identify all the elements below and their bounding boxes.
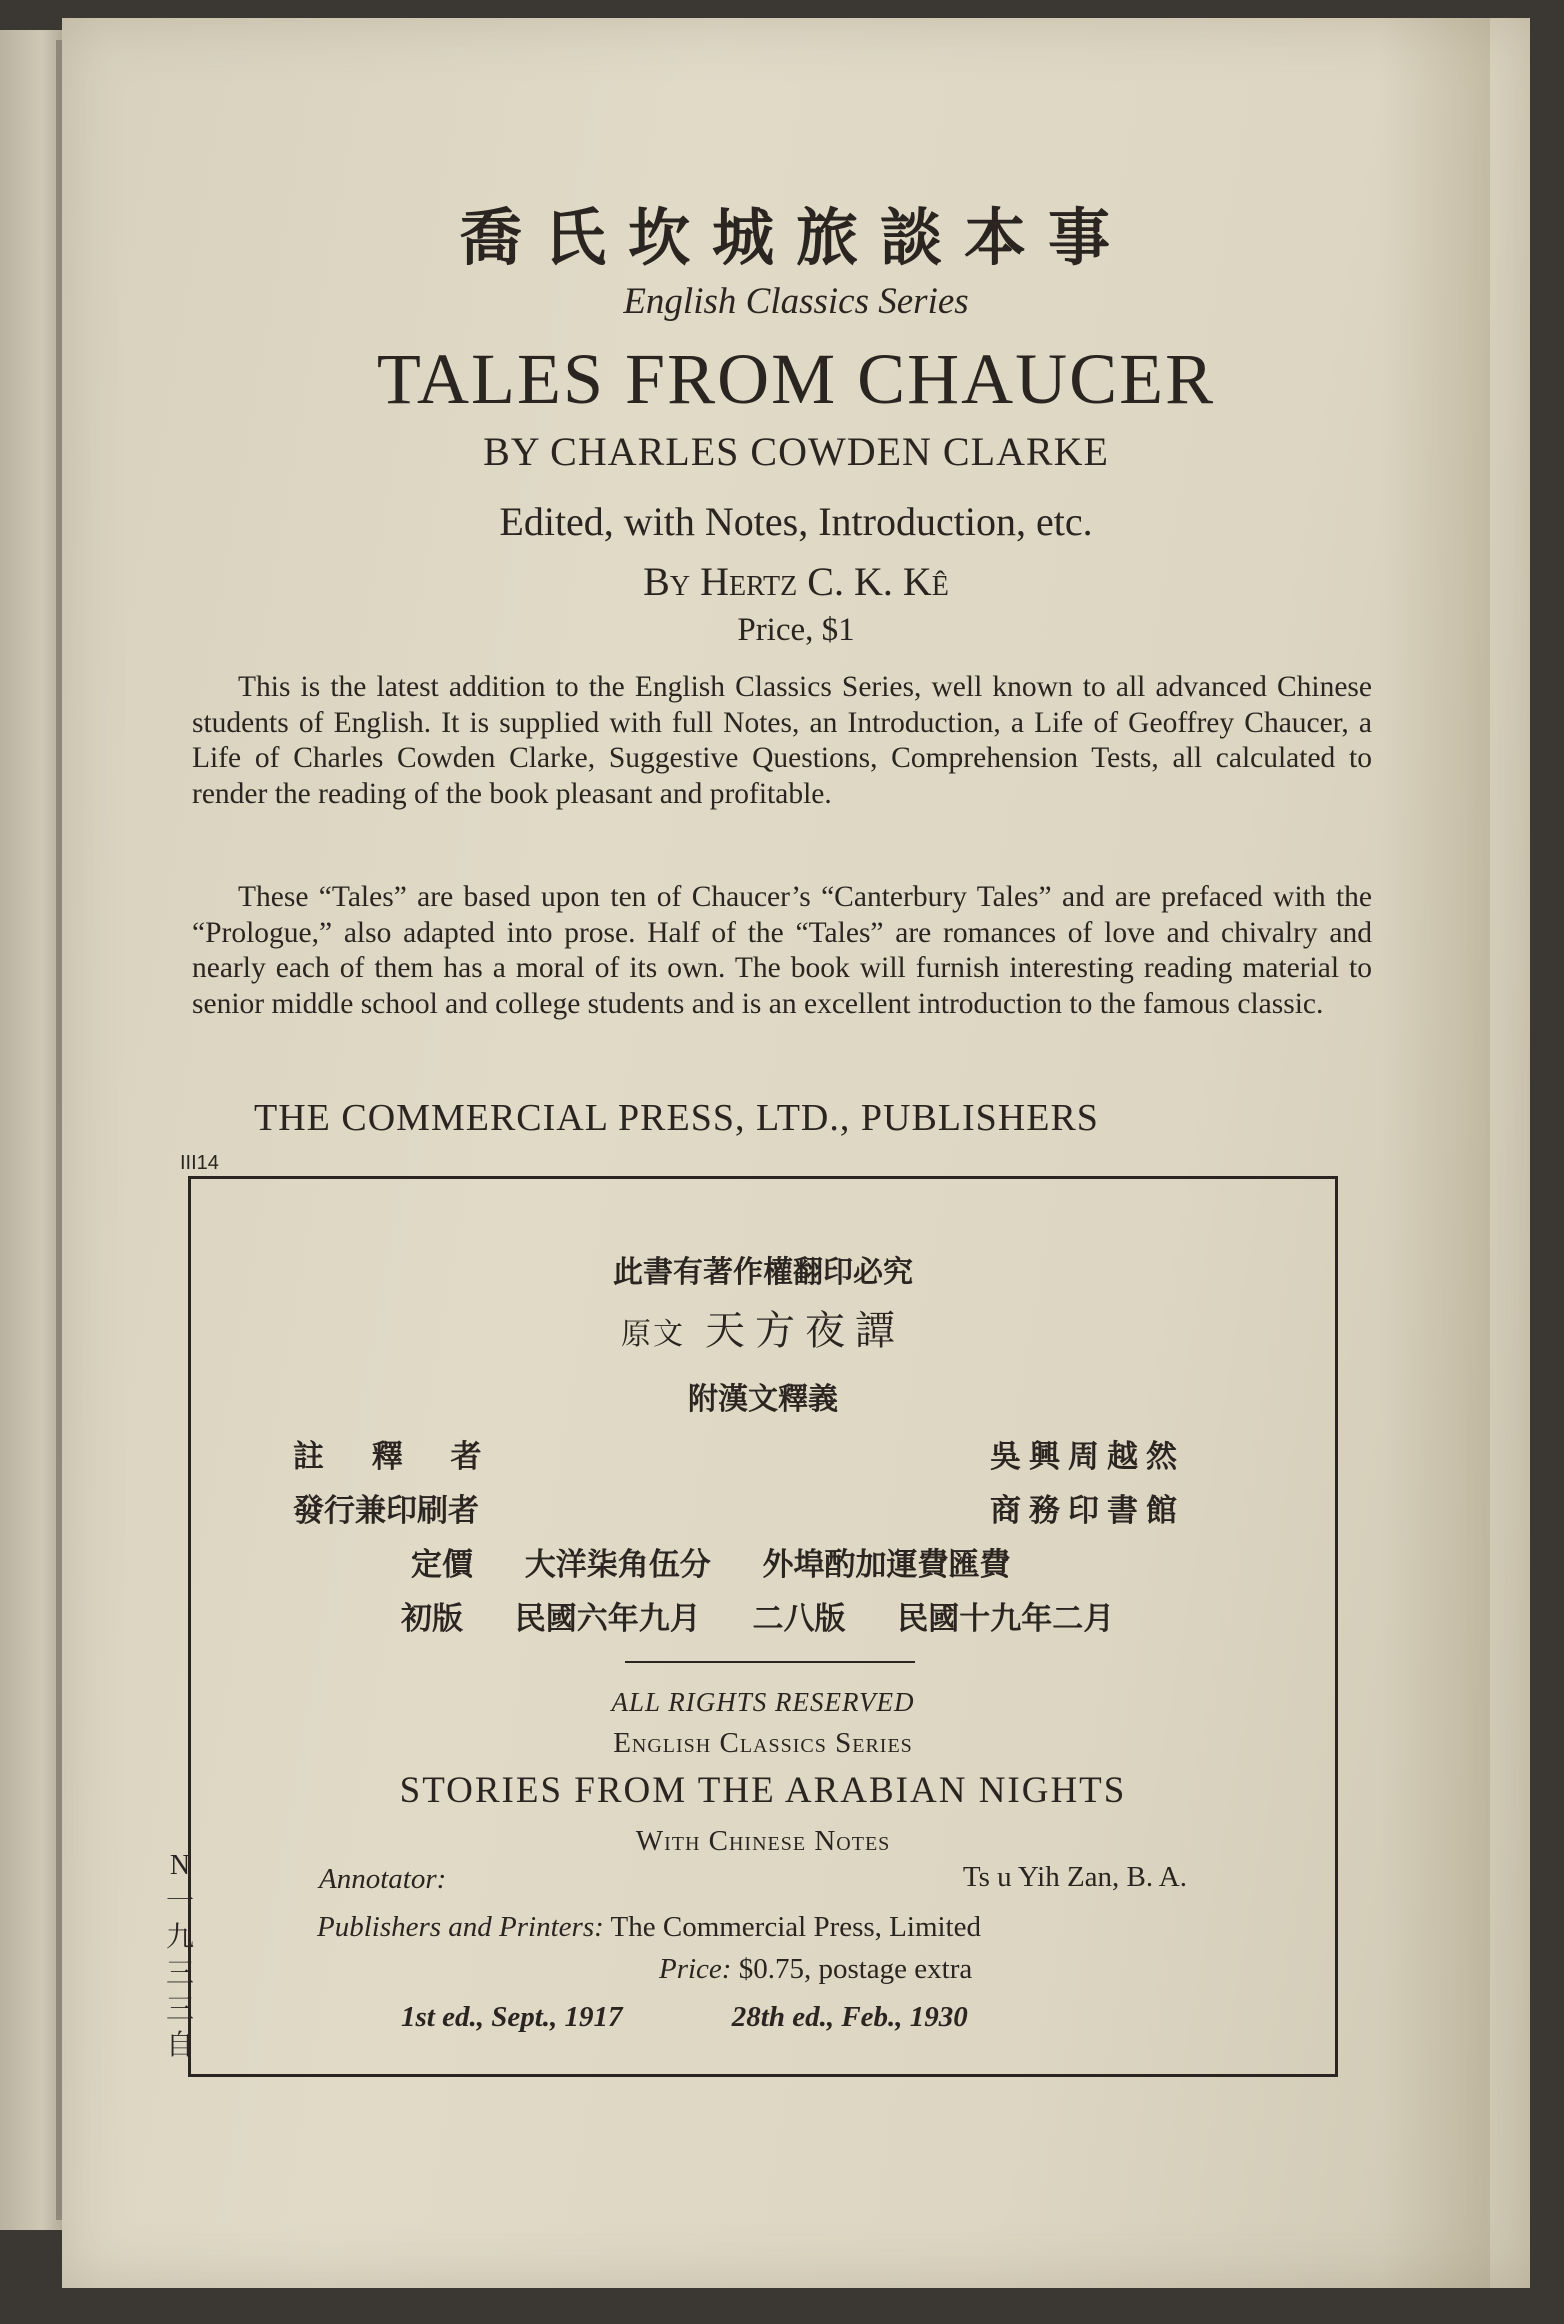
chinese-book-name: 天方夜譚 <box>705 1308 905 1353</box>
copyright-box <box>188 1176 1338 2077</box>
price-extra-cn: 外埠酌加運費匯費 <box>762 1547 1011 1582</box>
publishers-line-en <box>317 1911 981 1944</box>
annotator-label-en: Annotator: <box>319 1863 447 1895</box>
chinese-notes-line: 附漢文釋義 <box>688 1383 838 1416</box>
book-title: TALES FROM CHAUCER <box>376 339 1216 419</box>
price-row-cn <box>411 1539 1055 1584</box>
price-label-cn: 定價 <box>411 1547 473 1582</box>
publisher-line: THE COMMERCIAL PRESS, LTD., PUBLISHERS <box>254 1097 1099 1139</box>
rights-reserved: ALL RIGHTS RESERVED <box>611 1687 915 1717</box>
side-code-char: 九 <box>165 1922 194 1953</box>
edition-line-en <box>401 2001 1070 2034</box>
side-code-char: 三 <box>165 1994 194 2025</box>
book-page <box>62 18 1530 2288</box>
chinese-book-prefix: 原文 <box>621 1318 685 1351</box>
edition-28-label-cn: 二八版 <box>752 1601 846 1636</box>
publisher-label-cn: 發行兼印刷者 <box>293 1493 479 1528</box>
edition-28-en: 28th ed., Feb., 1930 <box>731 2001 968 2033</box>
side-code-char: 一 <box>165 1886 194 1917</box>
editor-line: By Hertz C. K. Kê <box>643 559 949 604</box>
description-paragraph-2: These “Tales” are based upon ten of Chaucer’s “Canterbury Tales” and are prefaced with the “Prologue,” also adapted into prose. Half of the “Tales” are romances of love and chivalry and nearly each of them has a moral of its own. The book will furnish interesting reading material to senior middle school and college students and is an excellent introduction to the famous classic. <box>192 881 1372 1020</box>
price-line-en <box>659 1953 972 1986</box>
first-edition-en: 1st ed., Sept., 1917 <box>401 2001 623 2033</box>
publisher-value-cn: 商務印書館 <box>990 1493 1185 1528</box>
edited-line: Edited, with Notes, Introduction, etc. <box>499 499 1093 544</box>
catalog-code: III14 <box>180 1152 219 1174</box>
chinese-title: 喬氏坎城旅談本事 <box>459 201 1132 274</box>
price-line: Price, $1 <box>737 612 855 648</box>
divider-rule <box>625 1661 915 1663</box>
chinese-rights-notice: 此書有著作權翻印必究 <box>613 1256 913 1289</box>
price-value-en: $0.75, postage extra <box>738 1953 973 1985</box>
arabian-nights-title: STORIES FROM THE ARABIAN NIGHTS <box>399 1770 1127 1811</box>
series-name-en: English Classics Series <box>613 1727 913 1759</box>
description-paragraph-1: This is the latest addition to the English Classics Series, well known to all advanced Chinese students of English. It is supplied with full Notes, an Introduction, a Life of Geoffrey Chaucer, a Life of Charles Cowden Clarke, Suggestive Questions, Comprehension Tests, all calculated to render the reading of the book pleasant and profitable. <box>192 671 1372 810</box>
first-edition-value-cn: 民國六年九月 <box>514 1601 701 1636</box>
price-label-en: Price: <box>659 1953 732 1985</box>
publishers-value-en: The Commercial Press, Limited <box>610 1911 981 1943</box>
annotator-label-cn: 註 釋 者 <box>293 1439 502 1474</box>
vertical-side-code <box>160 1848 200 2064</box>
side-code-char: 三 <box>165 1958 194 1989</box>
publishers-label-en: Publishers and Printers: <box>317 1911 604 1943</box>
side-code-char: 自 <box>165 2030 194 2061</box>
annotator-value-en: Ts u Yih Zan, B. A. <box>962 1861 1187 1893</box>
series-name: English Classics Series <box>623 281 969 322</box>
edition-28-value-cn: 民國十九年二月 <box>897 1601 1115 1636</box>
author-line: BY CHARLES COWDEN CLARKE <box>483 429 1109 474</box>
price-value-cn: 大洋柒角伍分 <box>524 1547 711 1582</box>
with-notes-line: With Chinese Notes <box>635 1825 891 1857</box>
side-code-char: N <box>169 1850 191 1881</box>
chinese-book-title <box>191 1299 1335 1356</box>
annotator-value-cn: 吳興周越然 <box>990 1439 1185 1474</box>
first-edition-label-cn: 初版 <box>401 1601 463 1636</box>
edition-row-cn <box>401 1593 1158 1638</box>
